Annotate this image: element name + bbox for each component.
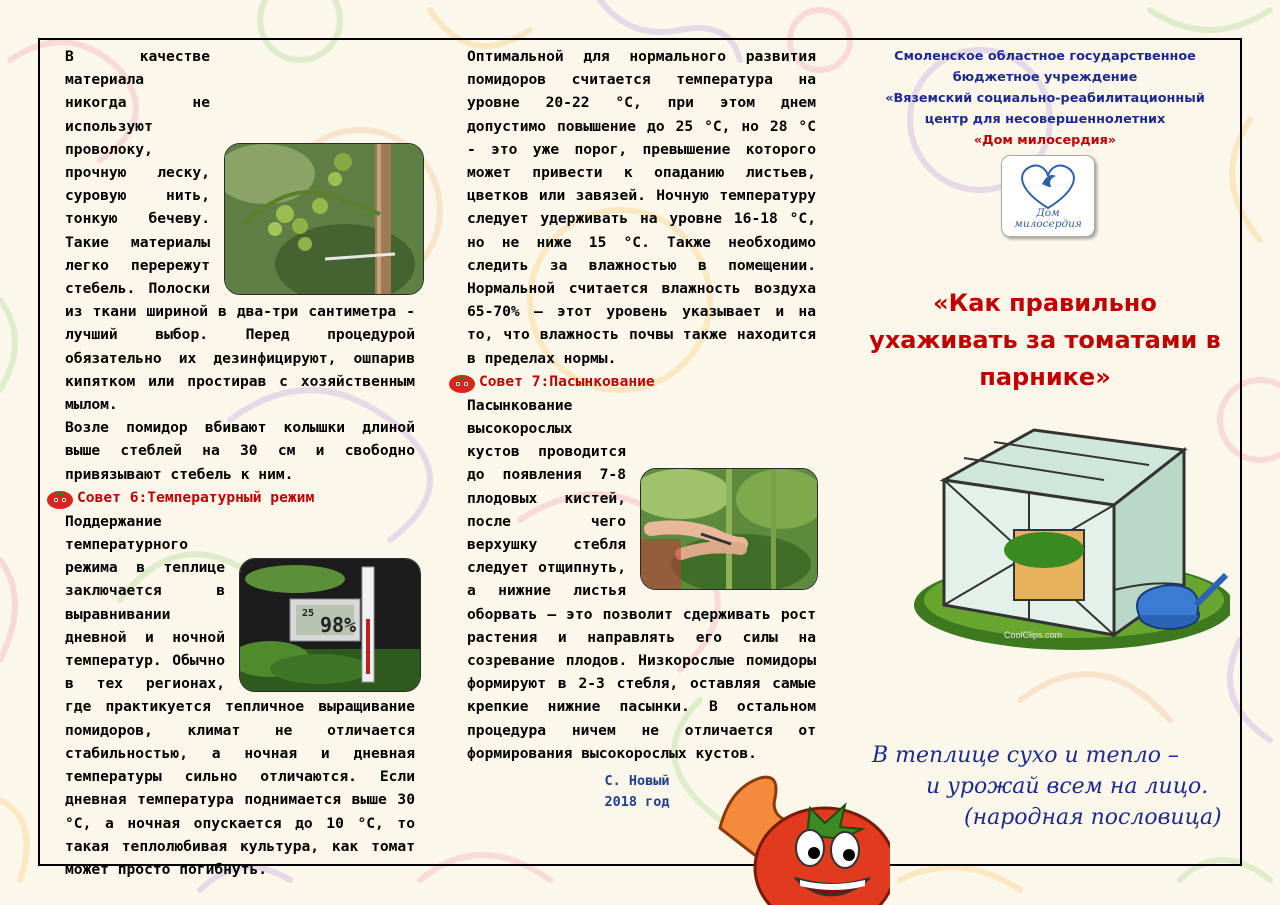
org-line-4: центр для несовершеннолетних <box>924 112 1166 127</box>
tip6-heading <box>45 486 415 510</box>
logo-text-2: милосердия <box>1014 218 1082 230</box>
org-line-3: «Вяземский социально-реабилитационный <box>885 91 1205 106</box>
temperature-paragraph: Оптимальной для нормального развития помидоров считается температура на уровне 20-22 °C, при этом днем допустимо повышение до 25 °C, но 28 °C - это уже порог, превышение которого может привести к опаданию листьев, цветков или завязей. Ночную температуру следует удерживать на уровне 16-18 °C, но не ниже 15 °C. Также необходимо следить за влажностью в помещении. Нормальной считается влажность воздуха 65-70% — этот уровень указывает и на то, что влажность почвы также находится в пределах нормы. <box>467 48 816 367</box>
tomato-icon <box>447 370 477 394</box>
organization-block <box>870 46 1220 151</box>
tip6-title: Совет 6:Температурный режим <box>77 489 315 507</box>
tip7-paragraph: Пасынкование высокорослых кустов проводится до появления 7-8 плодовых кистей, после чего верхушку стебля следует отщипнуть, а нижние листья оборвать – это позволит сдерживать рост растения и направлять его силы на созревание плодов. Низкорослые помидоры формируют в 2-3 стебля, оставляя самые крепкие нижние пасынки. В остальном процедура ничем не отличается от формирования высокорослых кустов. <box>467 396 816 762</box>
seedling-small-readout: 25 <box>302 607 315 619</box>
column-left <box>65 45 415 881</box>
heart-dove-icon <box>1002 158 1094 214</box>
tip7-heading <box>447 370 816 394</box>
proverb-line-1: В теплице сухо и тепло – <box>872 743 1179 768</box>
seedling-thermometer-photo <box>239 558 421 692</box>
tomato-icon <box>45 486 75 510</box>
brochure-title: «Как правильно ухаживать за томатами в парнике» <box>869 289 1221 391</box>
organization-logo <box>1001 155 1095 237</box>
org-line-2: бюджетное учреждение <box>952 70 1138 85</box>
org-name: «Дом милосердия» <box>973 133 1117 148</box>
seedling-main-readout: 98% <box>320 612 357 637</box>
intro-paragraph: В качестве материала никогда не используют проволоку, прочную леску, суровую нить, тонкую бечеву. Такие материалы легко перережут стебель. Полоски из ткани шириной в два-три сантиметра - лучший выбор. Перед процедурой обязательно их дезинфицируют, ошпарив кипятком или простирав с хозяйственным мылом. <box>65 48 415 414</box>
tip7-title: Совет 7:Пасынкование <box>479 373 655 391</box>
logo-text-1: Дом <box>1036 207 1060 219</box>
proverb-line-2: и урожай всем на лицо. <box>926 774 1209 799</box>
pinching-photo <box>640 468 818 590</box>
tomato-plant-photo <box>224 143 424 295</box>
tip6-paragraph: Поддержание температурного режима в теплице заключается в выравнивании дневной и ночной температур. Обычно в тех регионах, где практикуется тепличное выращивание помидоров, климат не отличается стабильностью, а ночная и дневная температуры сильно отличаются. Если дневная температура поднимается выше 30 °C, а ночная опускается до 10 °C, то такая теплолюбивая культура, как томат может просто погибнуть. <box>65 512 415 878</box>
tomato-mascot-clipart <box>700 768 890 905</box>
signature <box>557 771 717 813</box>
clipart-credit: CoolClips.com <box>1004 630 1063 640</box>
signature-year: 2018 год <box>604 794 670 811</box>
proverb <box>860 740 1240 833</box>
signature-author: С. Новый <box>604 773 670 790</box>
proverb-source: (народная пословица) <box>964 805 1222 830</box>
column-middle <box>467 45 816 813</box>
stakes-paragraph: Возле помидор вбивают колышки длиной выше стеблей на 30 см и свободно привязывают стебель к ним. <box>65 419 415 483</box>
org-line-1: Смоленское областное государственное <box>894 49 1196 64</box>
greenhouse-clipart <box>884 410 1230 650</box>
